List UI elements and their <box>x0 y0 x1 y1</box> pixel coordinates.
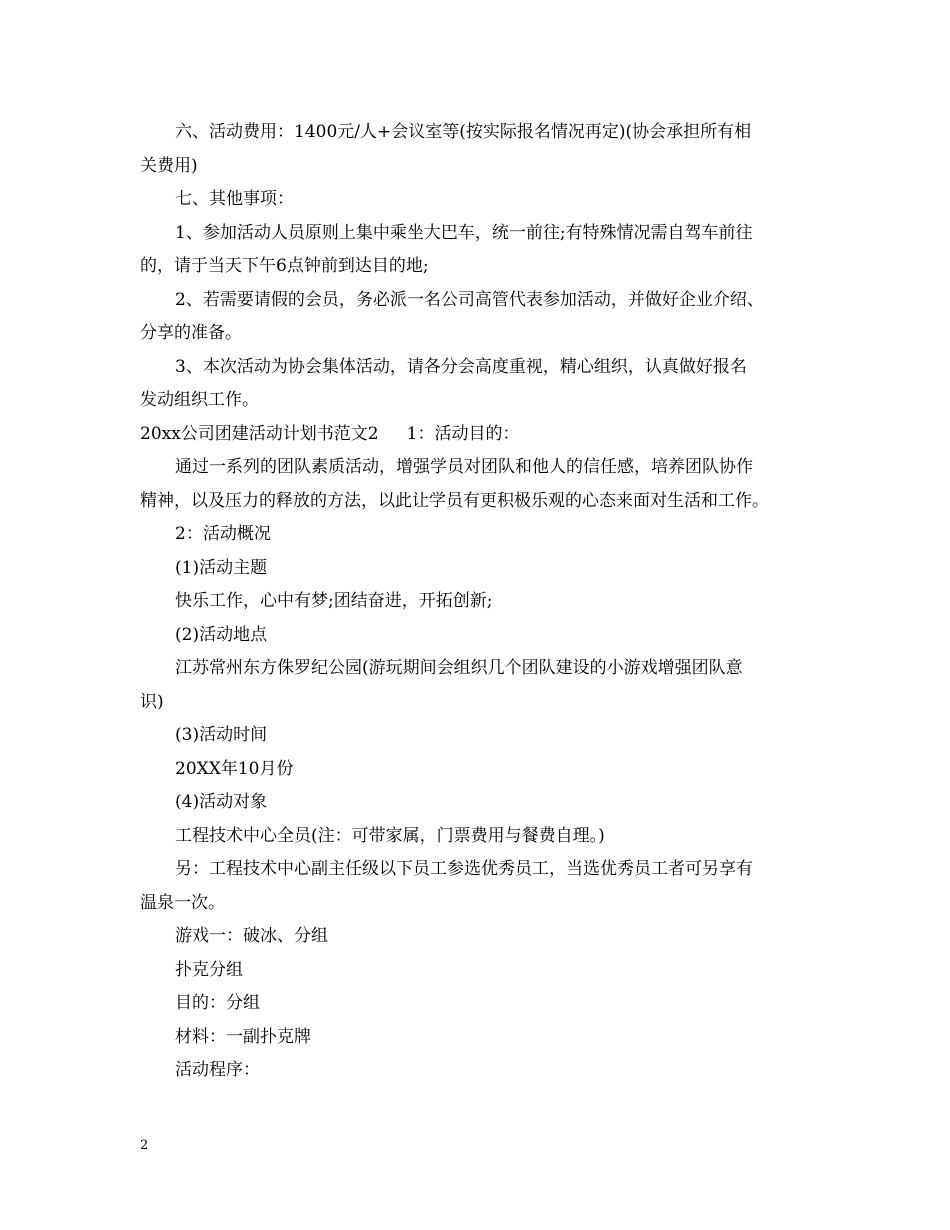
text-line: 六、活动费用：1400元/人+会议室等(按实际报名情况再定)(协会承担所有相 <box>175 122 752 142</box>
text-line: 2、若需要请假的会员，务必派一名公司高管代表参加活动，并做好企业介绍、 <box>175 289 764 310</box>
section-subheading: 1：活动目的： <box>406 423 520 444</box>
text-line: 的，请于当天下午6点钟前到达目的地; <box>140 256 429 276</box>
text-line: (4)活动对象 <box>175 792 268 812</box>
text-line: 目的：分组 <box>175 993 260 1013</box>
text-line: 2：活动概况 <box>175 524 271 544</box>
text-line: 20XX年10月份 <box>175 758 294 779</box>
page-number: 2 <box>140 1138 149 1153</box>
text-line: 温泉一次。 <box>140 892 225 913</box>
text-line: (2)活动地点 <box>175 624 268 645</box>
text-line: 发动组织工作。 <box>140 390 259 410</box>
text-line: 分享的准备。 <box>140 323 242 343</box>
text-line: 关费用) <box>140 155 198 176</box>
text-line: 3、本次活动为协会集体活动，请各分会高度重视，精心组织，认真做好报名 <box>175 356 747 377</box>
text-line: 材料：一副扑克牌 <box>175 1026 311 1047</box>
text-line: 精神，以及压力的释放的方法，以此让学员有更积极乐观的心态来面对生活和工作。 <box>140 490 769 511</box>
section-heading-line <box>140 418 830 452</box>
text-line: 工程技术中心全员(注：可带家属，门票费用与餐费自理。) <box>175 825 605 846</box>
text-line: 七、其他事项： <box>175 189 294 209</box>
text-line: 扑克分组 <box>175 959 243 980</box>
text-line: 快乐工作，心中有梦;团结奋进，开拓创新; <box>175 591 493 611</box>
text-line: (1)活动主题 <box>175 557 268 578</box>
text-line: 另：工程技术中心副主任级以下员工参选优秀员工，当选优秀员工者可另享有 <box>175 859 753 879</box>
document-body <box>140 116 830 1088</box>
text-line: 江苏常州东方侏罗纪公园(游玩期间会组织几个团队建设的小游戏增强团队意 <box>175 658 743 678</box>
text-line: 活动程序： <box>175 1060 260 1080</box>
text-line: 通过一系列的团队素质活动，增强学员对团队和他人的信任感，培养团队协作 <box>175 457 753 477</box>
text-line: (3)活动时间 <box>175 725 268 745</box>
text-line: 1、参加活动人员原则上集中乘坐大巴车，统一前往;有特殊情况需自驾车前往 <box>175 222 753 243</box>
section-title: 20xx公司团建活动计划书范文2 <box>140 423 379 444</box>
text-line: 识) <box>140 691 164 712</box>
text-line: 游戏一：破冰、分组 <box>175 926 328 946</box>
